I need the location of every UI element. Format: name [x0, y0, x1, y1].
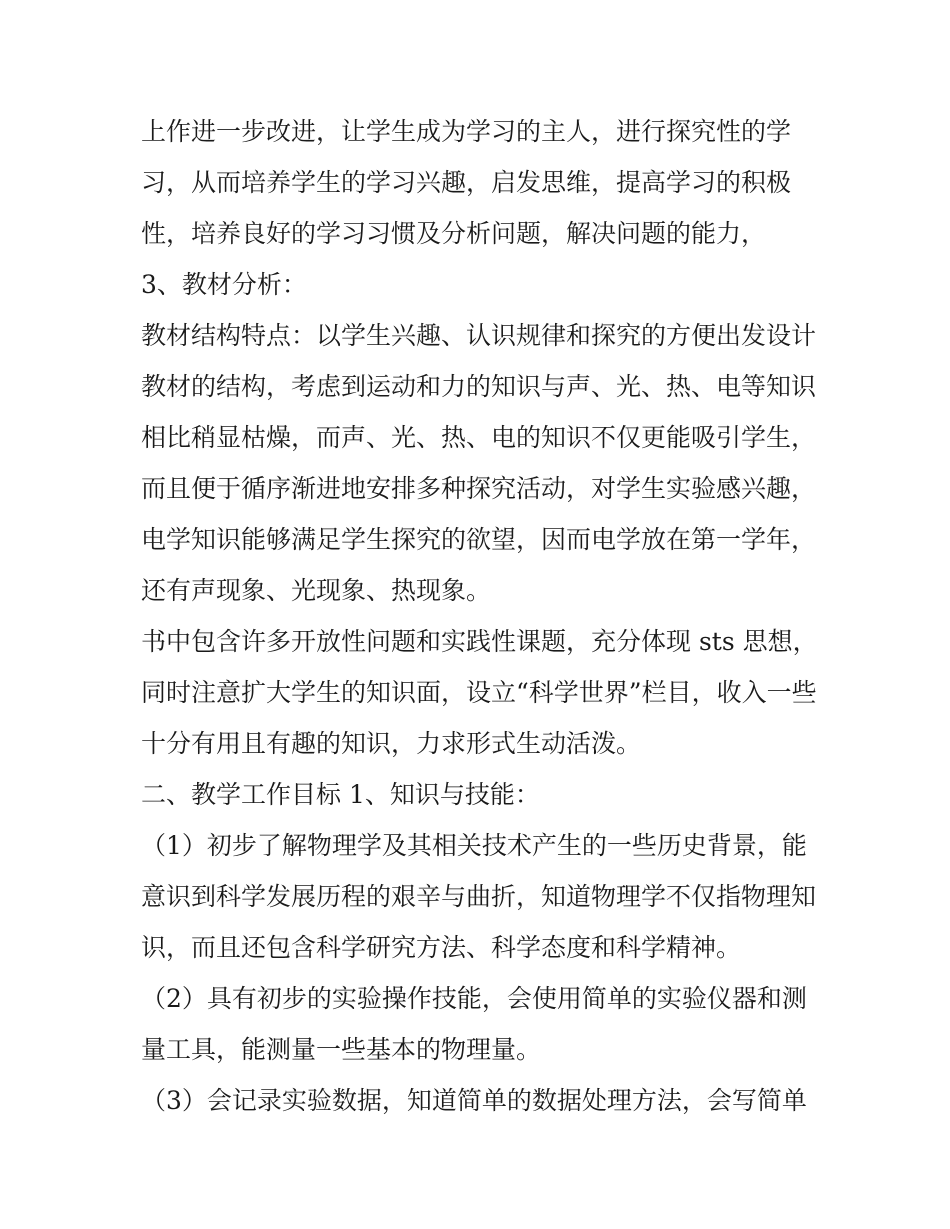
text-line-6: 教材的结构，考虑到运动和力的知识与声、光、热、电等知识 [141, 372, 817, 401]
text-line-5: 教材结构特点：以学生兴趣、认识规律和探究的方便出发设计 [141, 321, 817, 350]
text-line-20: （3）会记录实验数据，知道简单的数据处理方法，会写简单 [141, 1086, 807, 1115]
text-line-13: 十分有用且有趣的知识，力求形式生动活泼。 [141, 729, 642, 758]
section-heading-teaching-goals: 二、教学工作目标 1、知识与技能： [141, 780, 540, 809]
text-line-10: 还有声现象、光现象、热现象。 [141, 576, 492, 605]
text-line-18: （2）具有初步的实验操作技能，会使用简单的实验仪器和测 [141, 984, 807, 1013]
text-line-1: 上作进一步改进，让学生成为学习的主人，进行探究性的学 [141, 117, 792, 146]
text-line-19: 量工具，能测量一些基本的物理量。 [141, 1035, 542, 1064]
text-line-15: （1）初步了解物理学及其相关技术产生的一些历史背景，能 [141, 831, 807, 860]
text-line-2: 习，从而培养学生的学习兴趣，启发思维，提高学习的积极 [141, 168, 792, 197]
section-heading-textbook-analysis: 3、教材分析： [141, 270, 307, 299]
text-line-12: 同时注意扩大学生的知识面，设立“科学世界”栏目，收入一些 [141, 678, 817, 707]
text-line-11: 书中包含许多开放性问题和实践性课题，充分体现 sts 思想， [141, 627, 818, 656]
text-line-16: 意识到科学发展历程的艰辛与曲折，知道物理学不仅指物理知 [141, 882, 817, 911]
text-line-9: 电学知识能够满足学生探究的欲望，因而电学放在第一学年， [141, 525, 817, 554]
text-line-17: 识，而且还包含科学研究方法、科学态度和科学精神。 [141, 933, 742, 962]
document-body [141, 106, 816, 1126]
text-line-7: 相比稍显枯燥，而声、光、热、电的知识不仅更能吸引学生， [141, 423, 817, 452]
text-line-3: 性，培养良好的学习习惯及分析问题，解决问题的能力， [141, 219, 767, 248]
text-line-8: 而且便于循序渐进地安排多种探究活动，对学生实验感兴趣， [141, 474, 817, 503]
